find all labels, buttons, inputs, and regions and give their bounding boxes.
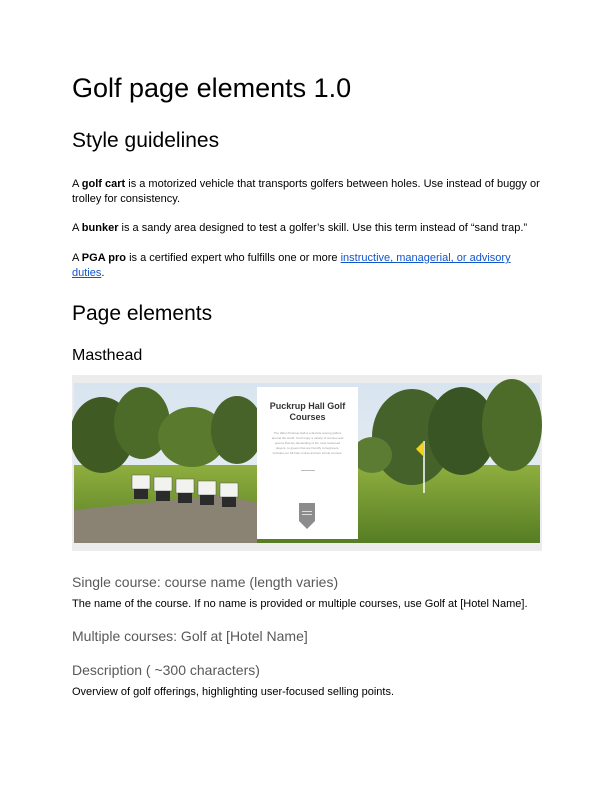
- card-description: The Hilton Puckrup Hall is a favorite among golfers around the world. You'll enjoy a variety of courses and greens that are demanding of the most seasoned players, to greens that are friendly to beginners. Includes our 18-hole course and two 9-hole courses.: [271, 431, 344, 455]
- masthead-heading: Masthead: [72, 347, 143, 364]
- card-divider: [301, 470, 315, 471]
- masthead-preview: [72, 375, 542, 551]
- style-guidelines-heading: Style guidelines: [72, 129, 220, 152]
- multiple-courses-heading: Multiple courses: Golf at [Hotel Name]: [72, 628, 308, 644]
- page-elements-heading: Page elements: [72, 302, 213, 325]
- shield-badge-icon: [299, 503, 315, 529]
- masthead-card: [257, 387, 358, 539]
- description-text: Overview of golf offerings, highlighting user-focused selling points.: [72, 686, 395, 698]
- pga-duties-link[interactable]: instructive, managerial, or advisory duties: [72, 252, 511, 279]
- guideline-golf-cart: A golf cart is a motorized vehicle that transports golfers between holes. Use instead of buggy or trolley for consistency.: [72, 178, 540, 205]
- page-title: Golf page elements 1.0: [72, 73, 352, 103]
- guideline-pga-pro: A PGA pro is a certified expert who fulfills one or more instructive, managerial, or advisory duties.: [72, 252, 511, 279]
- description-heading: Description ( ~300 characters): [72, 662, 260, 678]
- card-title: Puckrup Hall Golf Courses: [269, 401, 346, 422]
- single-course-text: The name of the course. If no name is provided or multiple courses, use Golf at [Hotel Name].: [72, 598, 528, 610]
- guideline-bunker: A bunker is a sandy area designed to test a golfer’s skill. Use this term instead of “sand trap.”: [72, 222, 528, 234]
- single-course-heading: Single course: course name (length varies): [72, 574, 339, 590]
